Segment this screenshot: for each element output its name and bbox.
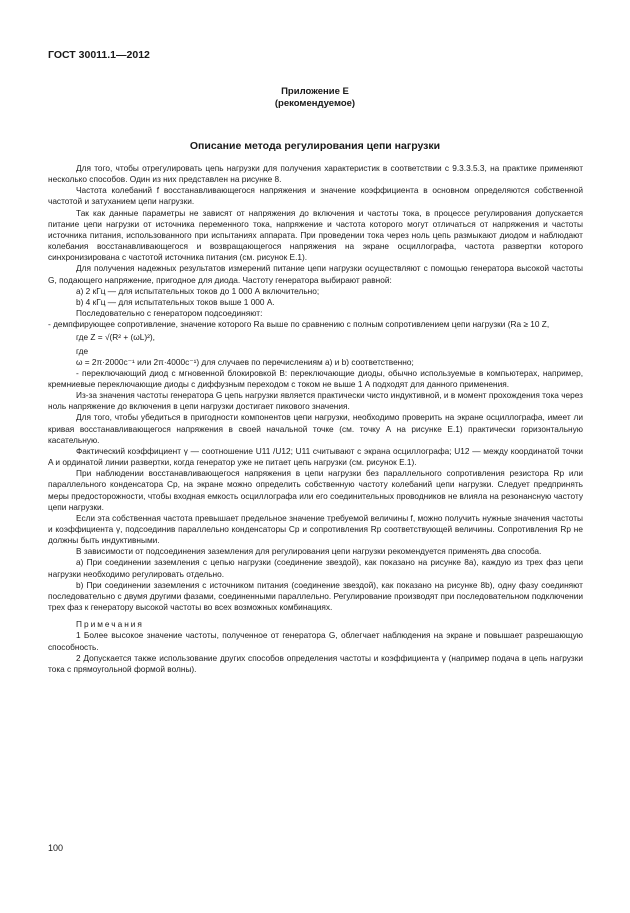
paragraph: - демпфирующее сопротивление, значение которого Ra выше по сравнению с полным сопротивлением цепи нагрузки (Ra ≥ 10 Z, [48, 319, 550, 330]
paragraph: - переключающий диод с мгновенной блокировкой В: переключающие диоды, обычно используемые в компьютерах, например, кремниевые переключающие диоды с диффузным переходом с током не выше 1 А подходят для данного применения. [48, 367, 583, 389]
body-text [48, 163, 583, 675]
paragraph: Так как данные параметры не зависят от напряжения до включения и частоты тока, в процессе регулирования допускается питание цепи нагрузки от источника переменного тока, напряжение и частота которого могут отличаться от напряжения и частоты источника питания, использованного при испытаниях аппарата. При проведении тока через ноль цепь размыкают диодом и наблюдают колебания восстанавливающегося и возвращающегося напряжения на экране осциллографа, частота развертки которого синхронизирована с частотой источника питания (см. рисунок Е.1). [48, 207, 583, 263]
annex-title: Приложение Е [281, 86, 349, 97]
paragraph: Для того, чтобы отрегулировать цепь нагрузки для получения характеристик в соответствии с 9.3.3.5.3, на практике применяют несколько способов. Один из них представлен на рисунке 8. [48, 163, 583, 185]
page-number: 100 [48, 843, 64, 853]
paragraph: b) При соединении заземления с источником питания (соединение звездой), как показано на рисунке 8b), одну фазу соединяют последовательно с двумя другими фазами, соединенными параллельно. Регулирование производят при последовательном подключении трех фаз к генератору высокой частоты во всех возможных комбинациях. [48, 579, 583, 613]
paragraph: Фактический коэффициент γ — соотношение U11 /U12; U11 считывают с экрана осциллографа; U12 — между координатой точки A и ординатой линии развертки, когда генератор уже не питает цепь нагрузки (см. рисунок Е.1). [48, 445, 583, 468]
formula-line [48, 332, 583, 343]
paragraph: Последовательно с генератором подсоединяют: [76, 308, 263, 319]
paragraph: а) При соединении заземления с цепью нагрузки (соединение звездой), как показано на рисунке 8а), каждую из трех фаз цепи нагрузки необходимо регулировать отдельно. [48, 557, 583, 579]
paragraph: Для того, чтобы убедиться в пригодности компонентов цепи нагрузки, необходимо проверить на экране осциллографа, имеет ли кривая восстанавливающегося напряжения в своей начальной точке (см. точку А на рисунке Е.1) практически горизонтальную касательную. [48, 412, 583, 445]
paragraph: В зависимости от подсоединения заземления для регулирования цепи нагрузки рекомендуется применять два способа. [76, 546, 542, 557]
annex-status: (рекомендуемое) [274, 98, 356, 109]
paragraph: где [76, 345, 89, 356]
paragraph: ω = 2π·2000c⁻¹ или 2π·4000c⁻¹) для случаев по перечислениям а) и b) соответственно; [76, 356, 414, 367]
paragraph: Если эта собственная частота превышает предельное значение требуемой величины f, можно получить нужные значения частоты и коэффициента γ, подсоединив параллельно конденсаторы Cp и сопротивления Rp соответствующей величины. Сопротивления Rp не должны быть индуктивными. [48, 512, 583, 546]
paragraph: Из-за значения частоты генератора G цепь нагрузки является практически чисто индуктивной, и в момент прохождения тока через ноль напряжение до включения в цепи нагрузки достигает пикового значения. [48, 390, 583, 412]
note-item: 1 Более высокое значение частоты, полученное от генератора G, облегчает наблюдения на экране и повышает разрешающую способность. [48, 630, 583, 652]
list-item: b) 4 кГц — для испытательных токов выше 1 000 А. [76, 296, 275, 307]
section-title: Описание метода регулирования цепи нагрузки [189, 140, 441, 152]
formula: где Z = √(R² + (ωL)²), [76, 332, 155, 343]
paragraph: Для получения надежных результатов измерений питание цепи нагрузки осуществляют с помощью генератора высокой частоты G, подающего напряжение, пригодное для диода. Частоту генератора выбирают равной: [48, 263, 583, 285]
note-item: 2 Допускается также использование других способов определения частоты и коэффициента γ (например подача в цепь нагрузки тока с прямоугольной формой волны). [48, 652, 583, 674]
paragraph: Частота колебаний f восстанавливающегося напряжения и значение коэффициента в основном определяются собственной частотой и затуханием цепи нагрузки. [48, 185, 583, 207]
paragraph: При наблюдении восстанавливающегося напряжения в цепи нагрузки без параллельного сопротивления резистора Rp или параллельного конденсатора Cp, на экране можно определить собственную частоту колебаний цепи нагрузки. Следует предпринять меры предосторожности, чтобы входная емкость осциллографа или его соединительных проводников не влияла на резонансную частоту цепи нагрузки. [48, 468, 583, 512]
list-item: а) 2 кГц — для испытательных токов до 1 000 А включительно; [76, 285, 320, 296]
notes-heading: Примечания [76, 619, 144, 630]
document-code: ГОСТ 30011.1—2012 [48, 49, 150, 61]
